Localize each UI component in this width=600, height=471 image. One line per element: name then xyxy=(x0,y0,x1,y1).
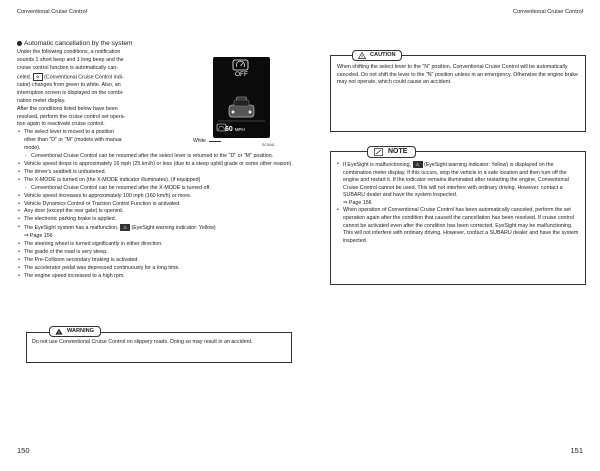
intro-paragraph: Under the following conditions, a notification sounds 1 short beep and 1 long beep and the cruise control function is automatically can- celed. ⎉ (Conventional Cruise Control indi- cator) changes from green to white. Also, an interruption screen is displayed on the combi- nation meter display. After the conditions listed below have been resolved, perform the cruise control set opera- tion again to reactivate cruise control. xyxy=(17,48,126,128)
list-item: • The driver's seatbelt is unfastened. xyxy=(17,169,313,177)
figure-callout-line xyxy=(209,141,221,142)
list-item: • The select lever is moved to a position other than "D" or "M" (models with manua mode). - Conventional Cruise Control can be resumed after the select lever is returned to the "D" or "M" position. xyxy=(17,129,313,161)
caution-box xyxy=(330,55,586,132)
list-item: • Vehicle Dynamics Control or Traction Control Function is activated. xyxy=(17,201,313,209)
list-item: • The grade of the road is very steep. xyxy=(17,249,313,257)
list-item: • The engine speed increased to a high rpm. xyxy=(17,273,313,281)
note-pencil-icon xyxy=(374,148,383,156)
note-label: NOTE xyxy=(367,146,416,158)
display-off-text: OFF xyxy=(235,71,248,78)
list-item: • Vehicle speed increases to approximately 100 mph (160 km/h) or more. xyxy=(17,193,313,201)
list-subitem: - Conventional Cruise Control can be resumed after the X-MODE is turned off. xyxy=(24,185,313,193)
figure-code: SC0041 xyxy=(262,143,275,147)
list-item: • Vehicle speed drops to approximately 16 mph (25 km/h) or less (due to a steep uphill grade or some other reason). xyxy=(17,161,313,169)
eyesight-warning-icon: ⚠ xyxy=(120,224,130,231)
warning-text: Do not use Conventional Cruise Control on slippery roads. Doing so may result in an accident. xyxy=(32,339,253,345)
list-item: • The EyeSight system has a malfunction. ⚠ (EyeSight warning indicator: Yellow) ⇒ Page 156 xyxy=(17,224,313,241)
page-number-left: 150 xyxy=(17,446,30,455)
page-reference: ⇒ Page 156 xyxy=(24,233,53,240)
list-item: • The accelerator pedal was depressed continuously for a long time. xyxy=(17,265,313,273)
bullet-dot-icon xyxy=(17,41,22,46)
display-speed: 60 MPH xyxy=(225,126,245,133)
page-header-left: Conventional Cruise Control xyxy=(17,9,87,15)
page-number-right: 151 xyxy=(570,446,583,455)
list-item: • If EyeSight is malfunctioning, ⚠ (EyeSight warning indicator: Yellow) is displayed on the combination meter display. If this occurs, stop the vehicle in a safe location and then turn off the engine and restart it. If the indicator remains illuminated after restarting the engine, Conventional Cruise Control cannot be used. This will not interfere with ordinary driving. However, contact a SUBARU dealer and have the system inspected. ⇒ Page 156 xyxy=(336,161,580,207)
caution-triangle-icon xyxy=(358,52,366,59)
section-title: Automatic cancellation by the system xyxy=(17,40,313,48)
figure-callout-label: White xyxy=(193,138,206,144)
note-list xyxy=(336,161,580,245)
condition-list xyxy=(17,129,313,280)
warning-triangle-icon xyxy=(55,328,63,335)
svg-text:!: ! xyxy=(361,54,363,60)
list-item: • When operation of Conventional Cruise Control has been automatically canceled, perform the set operation again after the condition that caused the cancellation has been resolved. If cruise control cannot be activated even after the condition has been corrected, EyeSight may be malfunctioning. This will not interfere with ordinary driving. However, contact a SUBARU dealer and have the system inspected. xyxy=(336,207,580,245)
list-subitem: - Conventional Cruise Control can be resumed after the select lever is returned to the "D" or "M" position. xyxy=(24,153,313,161)
meter-display-figure xyxy=(213,57,270,138)
caution-text: When shifting the select lever to the "N" position, Conventional Cruise Control will be automatically canceled. Do not shift the lever to the "N" position unless in an emergency. Otherwise the engine brake may not operate, which could cause an accident. xyxy=(337,64,578,86)
list-item: • The electronic parking brake is applied. xyxy=(17,216,313,224)
list-item: • The Pre-Collision secondary braking is activated. xyxy=(17,257,313,265)
caution-label: ! CAUTION xyxy=(352,50,402,61)
warning-label: ! WARNING xyxy=(49,326,101,337)
list-item: • Any door (except the rear gate) is opened. xyxy=(17,208,313,216)
svg-text:!: ! xyxy=(58,330,60,336)
list-item: • The steering wheel is turned significantly in either direction. xyxy=(17,241,313,249)
page-reference: ⇒ Page 156 xyxy=(343,199,372,206)
list-item: • The X-MODE is turned on (the X-MODE indicator illuminates). (if equipped) - Conventional Cruise Control can be resumed after the X-MODE is turned off. xyxy=(17,177,313,193)
page-header-right: Conventional Cruise Control xyxy=(513,9,583,15)
note-box xyxy=(330,151,586,285)
cruise-indicator-icon: ⎉ xyxy=(33,73,43,81)
eyesight-warning-icon: ⚠ xyxy=(413,161,423,168)
